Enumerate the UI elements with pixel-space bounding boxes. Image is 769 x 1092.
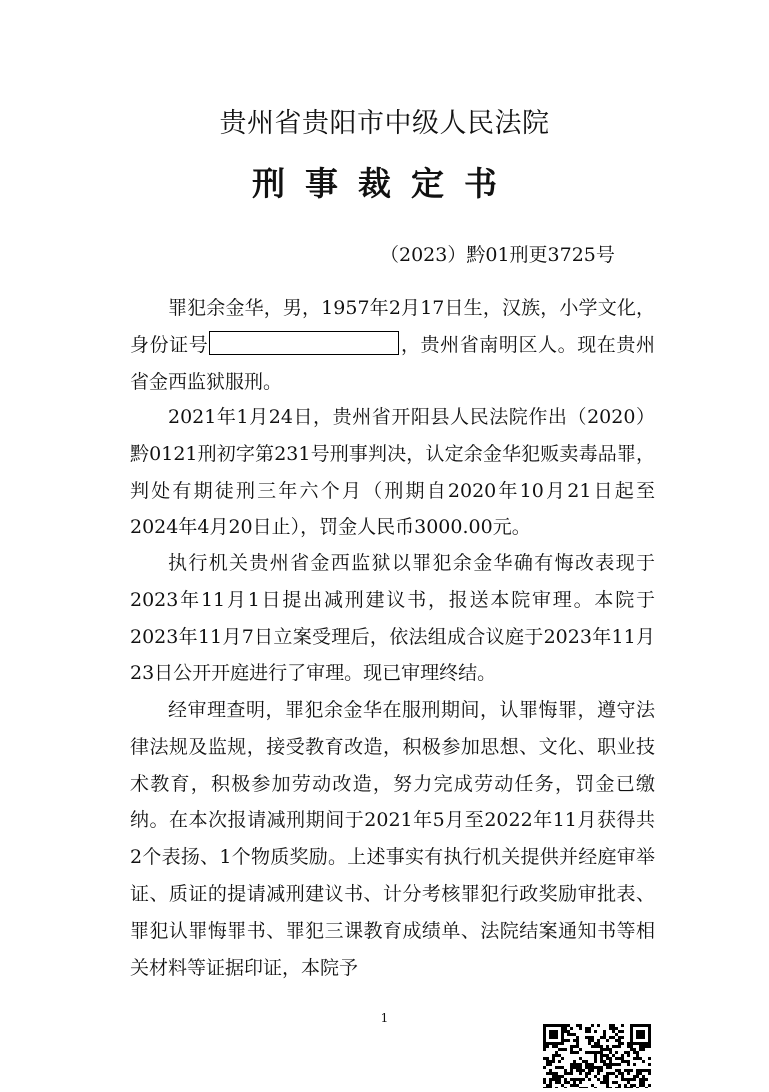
case-number: （2023）黔01刑更3725号 [380, 244, 615, 266]
paragraph-commutation-proposal: 执行机关贵州省金西监狱以罪犯余金华确有悔改表现于2023年11月1日提出减刑建议书，报送本院审理。本院于2023年11月7日立案受理后，依法组成合议庭于2023年11月23日公开开庭进行了审理。现已审理终结。 [130, 552, 655, 685]
paragraph-defendant-info [130, 290, 655, 400]
redacted-id-number-box [209, 331, 399, 355]
qr-code-icon [543, 1024, 651, 1088]
defendant-info-text-end: ，贵州省南明区人。现在贵州省金西监狱服刑。 [130, 333, 655, 393]
paragraph-original-judgment: 2021年1月24日，贵州省开阳县人民法院作出（2020）黔0121刑初字第231号刑事判决，认定余金华犯贩卖毒品罪，判处有期徒刑三年六个月（刑期自2020年10月21日起至2024年4月20日止），罚金人民币3000.00元。 [130, 406, 655, 539]
paragraph-trial-findings: 经审理查明，罪犯余金华在服刑期间，认罪悔罪，遵守法律法规及监规，接受教育改造，积极参加思想、文化、职业技术教育，积极参加劳动改造，努力完成劳动任务，罚金已缴纳。在本次报请减刑期间于2021年5月至2022年11月获得共2个表扬、1个物质奖励。上述事实有执行机关提供并经庭审举证、质证的提请减刑建议书、计分考核罪犯行政奖励审批表、罪犯认罪悔罪书、罪犯三课教育成绩单、法院结案通知书等相关材料等证据印证，本院予 [130, 699, 655, 979]
court-name: 贵州省贵阳市中级人民法院 [219, 108, 550, 139]
document-title: 刑事裁定书 [252, 164, 517, 203]
defendant-info-text-start: 罪犯余金华，男，1957年2月17日生，汉族，小学文化，身份证号 [130, 297, 655, 356]
page-number: 1 [380, 1011, 389, 1025]
